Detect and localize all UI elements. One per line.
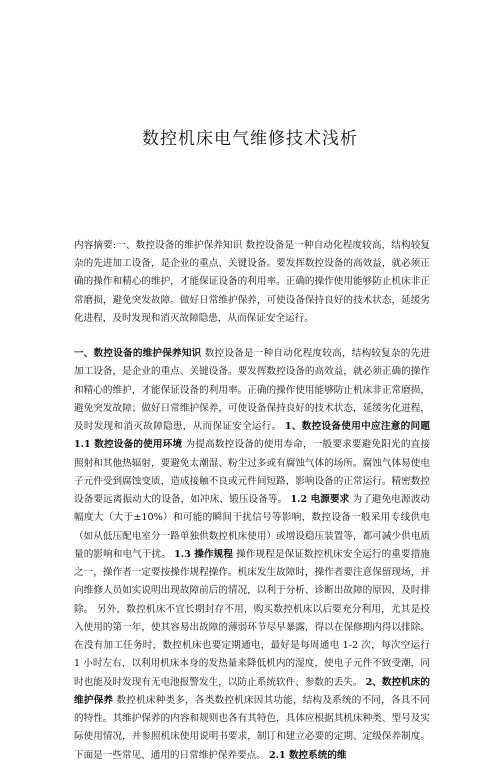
- body-text-power: 为了避免电源波动幅度大（大于±10%）和可能的瞬间干扰信号等影响，数控设备一般采用专线供电（如从低压配电室分一路单独供数控机床使用）或增设稳压装置等，都可减少供电质量的影响和电气干扰。: [74, 494, 430, 560]
- document-title: 数控机床电气维修技术浅析: [142, 129, 358, 149]
- body-text-machine-maintenance: 数控机床种类多，各类数控机床因其功能，结构及系统的不同，各具不同的特性。其维护保养的内容和规则也各有其特色，具体应根据其机床种类、型号及实际使用情况，并参照机床使用说明书要求，制订和建立必要的定期、定级保养制度。下面是一些常见、通用的日常维护保养要点。: [74, 694, 430, 761]
- body-text-environment: 为提高数控设备的使用寿命，一般要求要避免阳光的直接照射和其他热辐射，要避免太潮湿、粉尘过多或有腐蚀气体的场所。腐蚀气体易使电子元件受到腐蚀变质，造成接触不良或元件间短路，影响设备的正常运行。精密数控设备要远离振动大的设备，如冲床、锻压设备等。: [74, 439, 430, 505]
- body-paragraph: [74, 345, 430, 765]
- section-heading-usage-issues: 1、数控设备使用中应注意的问题 1.1 数控设备的使用环境: [74, 421, 430, 451]
- section-heading-machine-maintenance: 2、数控机床的维护保养: [74, 676, 430, 706]
- section-heading-operating-rules: 1.3 操作规程: [174, 548, 234, 560]
- section-heading-maintenance-knowledge: 一、数控设备的维护保养知识: [74, 348, 202, 359]
- section-heading-power-requirements: 1.2 电源要求: [290, 494, 350, 505]
- abstract-paragraph: 内容摘要:一、数控设备的维护保养知识 数控设备是一种自动化程度较高，结构较复杂的先进加工设备，是企业的重点、关键设备。要发挥数控设备的高效益，就必须正确的操作和精心的维护，才能保证设备的利用率。正确的操作使用能够防止机床非正常磨损，避免突发故障。做好日常维护保养，可使设备保持良好的技术状态，延缓劣化进程，及时发现和消灭故障隐患，从而保证安全运行。: [74, 240, 430, 324]
- section-heading-system-maintenance: 2.1 数控系统的维: [268, 749, 347, 761]
- body-text-intro: 数控设备是一种自动化程度较高，结构较复杂的先进加工设备，是企业的重点、关键设备。要发挥数控设备的高效益，就必须正确的操作和精心的维护，才能保证设备的利用率。正确的操作使用能够防止机床非正常磨损，避免突发故障；做好日常维护保养，可使设备保持良好的技术状态，延缓劣化进程，及时发现和消灭故障隐患，从而保证安全运行。: [74, 348, 430, 432]
- body-text-operating-rules: 操作规程是保证数控机床安全运行的重要措施之一，操作者一定要按操作规程操作。机床发生故障时，操作者要注意保留现场，并向维修人员如实说明出现故障前后的情况，以利于分析、诊断出故障的原因，及时排除。 另外，数控机床不宜长期封存不用，购买数控机床以后要充分利用，尤其是投入使用的第一年，使其容易出故障的薄弱环节尽早暴露，得以在保修期内得以排除。在没有加工任务时，数控机床也要定期通电，最好是每周通电 1-2 次，每次空运行 1 小时左右，以利用机床本身的发热量来降低机内的湿度，使电子元件不致受潮，同时也能及时发现有无电池报警发生，以防止系统软件、参数的丢失。: [74, 548, 430, 688]
